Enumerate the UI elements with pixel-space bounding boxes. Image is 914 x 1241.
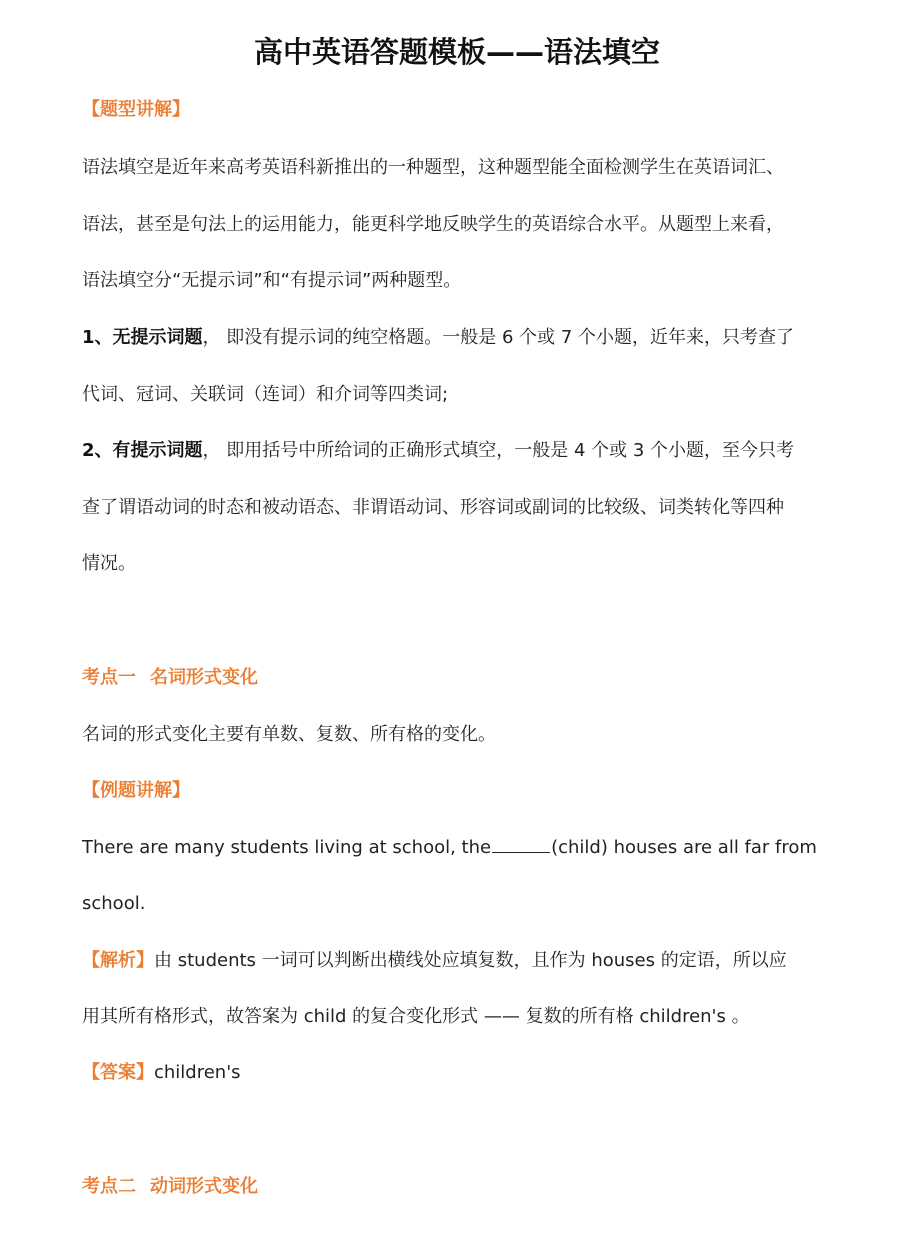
example-line-1: [82, 834, 862, 861]
analysis-text-1: 由 students 一词可以判断出横线处应填复数，且作为 houses 的定语，所以应: [154, 950, 787, 971]
type1-line-2: 代词、冠词、关联词（连词）和介词等四类词;: [82, 384, 449, 405]
type2-label: 2、有提示词题: [82, 440, 203, 461]
type2-line-2: 查了谓语动词的时态和被动语态、非谓语动词、形容词或副词的比较级、词类转化等四种: [82, 497, 784, 518]
document-title: 高中英语答题模板——语法填空: [253, 35, 660, 69]
example-text-after: (child) houses are all far from: [551, 837, 817, 858]
intro-line-2: 语法，甚至是句法上的运用能力，能更科学地反映学生的英语综合水平。从题型上来看，: [82, 214, 784, 235]
analysis-line-2: 用其所有格形式，故答案为 child 的复合变化形式 —— 复数的所有格 children's 。: [82, 1006, 750, 1027]
type2-line-1: [82, 438, 862, 464]
point1-heading: [82, 665, 862, 691]
point2-number: 考点二: [82, 1176, 136, 1197]
example-line-2: school.: [82, 893, 146, 914]
answer-label: 【答案】: [82, 1062, 154, 1083]
point2-heading: [82, 1174, 862, 1200]
point1-desc: 名词的形式变化主要有单数、复数、所有格的变化。: [82, 724, 496, 745]
point1-number: 考点一: [82, 667, 136, 688]
answer-value: children's: [154, 1062, 241, 1083]
example-text-before: There are many students living at school, the: [82, 837, 492, 858]
intro-line-3: 语法填空分“无提示词”和“有提示词”两种题型。: [82, 270, 462, 291]
analysis-label: 【解析】: [82, 950, 154, 971]
intro-heading: 【题型讲解】: [82, 99, 190, 120]
point2-name: 动词形式变化: [150, 1176, 258, 1197]
analysis-line-1: [82, 948, 862, 974]
type2-line-3: 情况。: [82, 553, 136, 574]
intro-heading-line: [82, 97, 862, 123]
type2-text-1: ， 即用括号中所给词的正确形式填空，一般是 4 个或 3 个小题，至今只考: [202, 440, 795, 461]
type1-line-1: [82, 325, 862, 351]
answer-blank: [492, 834, 550, 853]
example-heading: 【例题讲解】: [82, 780, 190, 801]
intro-line-1: 语法填空是近年来高考英语科新推出的一种题型，这种题型能全面检测学生在英语词汇、: [82, 157, 784, 178]
point1-name: 名词形式变化: [150, 667, 258, 688]
answer-line: [82, 1060, 862, 1086]
type1-text-1: ， 即没有提示词的纯空格题。一般是 6 个或 7 个小题，近年来，只考查了: [202, 327, 795, 348]
example-heading-line: [82, 778, 862, 804]
type1-label: 1、无提示词题: [82, 327, 203, 348]
